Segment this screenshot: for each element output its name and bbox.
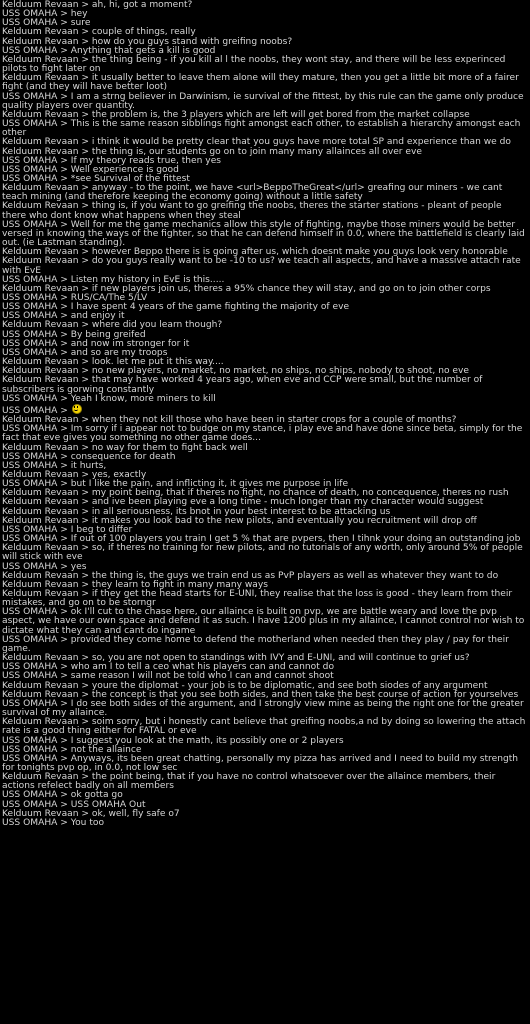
chat-message-text: Kelduum Revaan > and ive been playing eve a long time - much longer than my character would suggest — [2, 497, 484, 508]
chat-message-text: USS OMAHA > consequence for death — [2, 451, 176, 462]
chat-message-text: USS OMAHA > You too — [2, 817, 105, 828]
chat-message-text: Kelduum Revaan > youre the diplomat - your job is to be diplomatic, and see both siodes of any argument — [2, 680, 488, 691]
chat-message — [2, 755, 528, 773]
chat-message-text: USS OMAHA > but I like the pain, and inflicting it, it gives me purpose in life — [2, 479, 349, 490]
chat-message-text: USS OMAHA > it hurts, — [2, 460, 107, 471]
chat-message-text: Kelduum Revaan > do you guys really want to be -10 to us? we teach all aspects, and have a massive attach rate with EvE — [2, 256, 521, 276]
chat-message — [2, 184, 528, 202]
chat-message-text: Kelduum Revaan > they learn to fight in many many ways — [2, 579, 268, 590]
chat-message-text: Kelduum Revaan > however Beppo there is is going after us, which doesnt make you guys look very honorable — [2, 247, 508, 258]
chat-message-text: Kelduum Revaan > it makes you look bad to the new pilots, and eventually you recruitment will drop off — [2, 515, 477, 526]
chat-message-text: USS OMAHA > By being greifed — [2, 329, 146, 340]
chat-message-text: Kelduum Revaan > that may have worked 4 years ago, when eve and CCP were small, but the number of subscribers is gorwing constantly — [2, 375, 483, 395]
chat-message — [2, 425, 528, 443]
chat-message — [2, 56, 528, 74]
chat-message — [2, 590, 528, 608]
chat-message-text: Kelduum Revaan > if new players join us, theres a 95% chance they will stay, and go on to join other corps — [2, 283, 491, 294]
chat-message-text: Kelduum Revaan > i think it would be pretty clear that you guys have more total SP and experience than we do — [2, 137, 511, 148]
chat-message-text: Kelduum Revaan > couple of things, really — [2, 27, 196, 38]
chat-message-text: Kelduum Revaan > anyway - to the point, we have <url>BeppoTheGreat</url> greafing our miners - we cant teach mining (and therefore keeping the economy going) without a little safety — [2, 183, 503, 203]
chat-message-text: USS OMAHA > and enjoy it — [2, 311, 125, 322]
chat-message — [2, 120, 528, 138]
chat-message-text: USS OMAHA > Anything that gets a kill is good — [2, 45, 216, 56]
chat-message-text: Kelduum Revaan > my point being, that if theres no fight, no chance of death, no concequence, theres no rush — [2, 488, 509, 499]
chat-message-text: USS OMAHA > Well for me the game mechanics allow this style of fighting, maybe those miners would be better versed in knowing the ways of the fighter, so that he can defend himself in 0.0, where the battlefield is clearly laid out. (ie Lastman standing). — [2, 219, 525, 249]
chat-message — [2, 257, 528, 275]
chat-message-text: USS OMAHA > Listen my history in EvE is this..... — [2, 274, 225, 285]
chat-message — [2, 376, 528, 394]
chat-message-text: Kelduum Revaan > the thing is, the guys we train end us as PvP players as well as whatever they want to do — [2, 570, 499, 581]
chat-message-text: Kelduum Revaan > soim sorry, but i honestly cant believe that greifing noobs,a nd by doing so lowering the attach rate is a good thing either for FATAL or eve — [2, 717, 526, 737]
chat-message — [2, 700, 528, 718]
chat-message-text: USS OMAHA > I have spent 4 years of the game fighting the majority of eve — [2, 302, 350, 313]
chat-message-text: USS OMAHA > Well experience is good — [2, 164, 179, 175]
chat-message-text: Kelduum Revaan > the thing being - if you kill al l the noobs, they wont stay, and there will be less experinced pilots to fight later on — [2, 54, 506, 75]
chat-message-text: Kelduum Revaan > ok, well, fly safe o7 — [2, 808, 180, 819]
chat-message — [2, 773, 528, 791]
smiley-face-icon — [72, 404, 82, 414]
chat-message-text: Kelduum Revaan > the thing is, our students go on to join many many allainces all over eve — [2, 146, 423, 157]
chat-message-text: Kelduum Revaan > thing is, if you want to go greifing the noobs, theres the starter stations - pleant of people there who dont know what happens when they steal — [2, 201, 502, 221]
chat-message-text: USS OMAHA > Im sorry if i appear not to budge on my stance, i play eve and have done since beta, simply for the fact that eve gives you something no other game does... — [2, 424, 523, 444]
chat-message-text: USS OMAHA > If out of 100 players you train I get 5 % that are pvpers, then I tihnk your doing an outstanding job — [2, 534, 521, 545]
chat-message-text: USS OMAHA > and now im stronger for it — [2, 338, 190, 349]
chat-message — [2, 636, 528, 654]
chat-message-text: USS OMAHA > and so are my troops — [2, 347, 168, 358]
chat-message-text: USS OMAHA > sure — [2, 18, 91, 29]
chat-message-text: USS OMAHA > USS OMAHA Out — [2, 799, 146, 810]
chat-message-text: USS OMAHA > hey — [2, 9, 88, 20]
chat-message — [2, 819, 528, 828]
chat-message — [2, 718, 528, 736]
chat-message-text: USS OMAHA > who am I to tell a ceo what his players can and cannot do — [2, 662, 335, 673]
chat-message-text: Kelduum Revaan > so, you are not open to standings with IVY and E-UNI, and will continue to grief us? — [2, 653, 470, 664]
chat-message-text: USS OMAHA > ok gotta go — [2, 790, 123, 801]
chat-message-text: Kelduum Revaan > where did you learn though? — [2, 320, 223, 331]
chat-message-text: Kelduum Revaan > no new players, no market, no market, no ships, no ships, nobody to shoot, no eve — [2, 366, 469, 377]
chat-message-text: Kelduum Revaan > the concept is that you see both sides, and then take the best course of action for yourselves — [2, 689, 519, 700]
chat-message — [2, 544, 528, 562]
chat-log — [2, 1, 528, 828]
chat-message — [2, 608, 528, 635]
chat-message-text: USS OMAHA > I do see both sides of the argument, and I strongly view mine as being the right one for the greater survival of my allaince. — [2, 698, 524, 719]
chat-message — [2, 395, 528, 404]
chat-message-text: USS OMAHA > *see Survival of the fittest — [2, 173, 190, 184]
chat-message-text: USS OMAHA > — [2, 405, 71, 416]
chat-message-text: USS OMAHA > This is the same reason sibblings fight amongst each other, to establish a hierarchy amongst each other — [2, 119, 521, 139]
chat-message-text: Kelduum Revaan > in all seriousness, its bnot in your best interest to be attacking us — [2, 506, 391, 517]
chat-message — [2, 202, 528, 220]
chat-message-text: USS OMAHA > I am a strng believer in Darwinism, ie survival of the fittest, by this rule can the game only produce quality players over quantity. — [2, 91, 524, 111]
chat-message — [2, 74, 528, 92]
chat-message-text: Kelduum Revaan > the point being, that if you have no control whatsoever over the allaince members, their actions refelect badly on all members — [2, 772, 496, 792]
chat-message-text: USS OMAHA > ok I'll cut to the chase here, our allaince is built on pvp, we are battle weary and love the pvp aspect, we have our own space and defend it as such. I have 1200 plus in my allaince, I cannot control nor wish to dictate what they can and cant do ingame — [2, 607, 525, 636]
chat-message-text: Kelduum Revaan > so, if theres no training for new pilots, and no tutorials of any worth, only around 5% of people will stick with eve — [2, 543, 523, 563]
chat-message-text: Kelduum Revaan > when they not kill those who have been in starter crops for a couple of months? — [2, 415, 457, 426]
chat-message-text: Kelduum Revaan > how do you guys stand with greifing noobs? — [2, 36, 293, 47]
chat-message — [2, 93, 528, 111]
chat-message-text: Kelduum Revaan > it usually better to leave them alone will they mature, then you get a little bit more of a fairer fight (and they will have better loot) — [2, 73, 519, 93]
chat-message-text: USS OMAHA > If my theory reads true, then yes — [2, 155, 222, 166]
chat-message — [2, 221, 528, 248]
chat-message-text: USS OMAHA > I beg to differ — [2, 524, 133, 535]
chat-message-text: USS OMAHA > provided they come home to defend the motherland when needed then they play / pay for their game. — [2, 634, 509, 654]
chat-message-text: USS OMAHA > not the allaince — [2, 744, 142, 755]
chat-message-text: Kelduum Revaan > ah, hi, got a moment? — [2, 0, 193, 10]
chat-message-text: Kelduum Revaan > no way for them to fight back well — [2, 442, 248, 453]
chat-message-text: USS OMAHA > yes — [2, 561, 87, 572]
chat-message-text: USS OMAHA > RUS/CA/The 5/LV — [2, 293, 148, 303]
chat-message-text: Kelduum Revaan > if they get the head starts for E-UNI, they realise that the loss is good - they learn from their mistakes, and go on to be storngr — [2, 589, 513, 609]
chat-message-text: Kelduum Revaan > the problem is, the 3 players which are left will get bored from the market collapse — [2, 109, 470, 120]
chat-message-text: USS OMAHA > Yeah I know, more miners to kill — [2, 393, 216, 404]
chat-message-text: USS OMAHA > Anyways, its been great chatting, personally my pizza has arrived and I need to build my strength for tonights pvp op, in 0.0, not low sec — [2, 753, 519, 773]
chat-message-text: USS OMAHA > I suggest you look at the math, its possibly one or 2 players — [2, 735, 344, 746]
chat-message-text: USS OMAHA > same reason I will not be told who I can and cannot shoot — [2, 671, 334, 682]
chat-message-text: Kelduum Revaan > look. let me put it this way.... — [2, 357, 224, 368]
chat-message-text: Kelduum Revaan > yes, exactly — [2, 469, 147, 480]
